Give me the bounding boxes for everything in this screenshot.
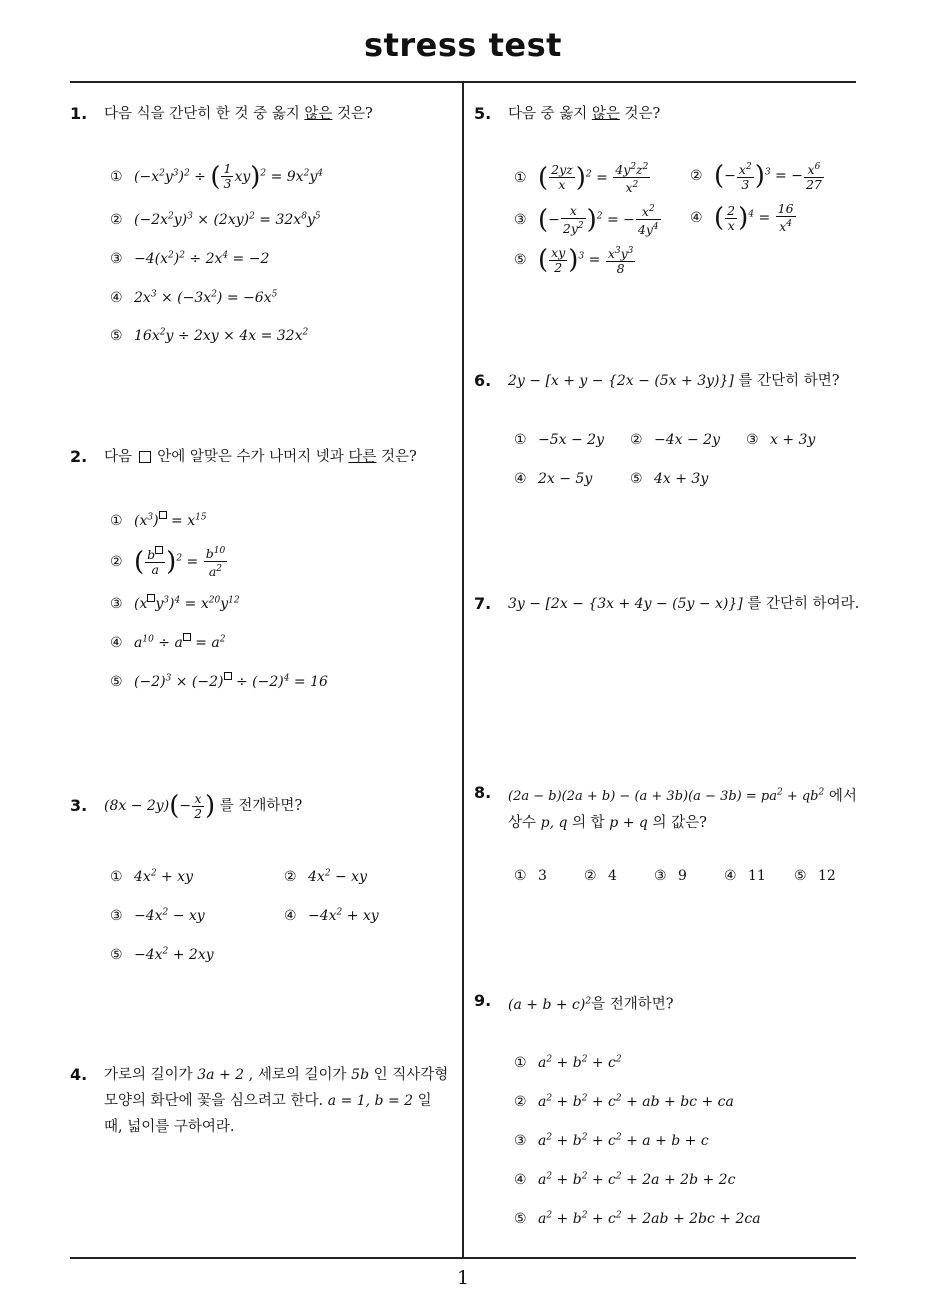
column-divider [462,82,464,1258]
question-1-stem: 1. 다음 식을 간단히 한 것 중 옳지 않은 것은? [70,101,450,127]
q2-option-2: ② ( $\frac{b}{a}$ )$^2$ = $\frac{b^{10}}{a^2}$ [110,546,226,580]
question-7 [474,591,884,617]
question-1 [70,101,450,127]
q1-option-3: ③ $-4(x^2)^2 \div 2x^4 = -2$ [110,250,270,267]
question-6-stem: 6. 2y − [x + y − {2x − (5x + 3y)}] 를 간단히 하면? [474,368,874,394]
q3-option-2: ② $4x^2$ − xy [284,868,367,885]
q8-option-1: ① 3 [514,868,547,884]
q3-option-3: ③ $-4x^2$ − xy [110,907,205,924]
question-number: 1. [70,104,88,123]
question-9-stem: 9. $(a + b + c)^2$을 전개하면? [474,988,874,1018]
question-8-stem: 8. $(2a - b)(2a + b) - (a + 3b)(a - 3b) = pa^2 + qb^2$ 에서 상수 p, q 의 합 p + q 의 값은? [474,780,874,836]
q2-option-3: ③ (x $y^3)^4 = x^{20}y^{12}$ [110,595,240,612]
blank-box-icon [139,451,151,463]
q5-option-3: ③ (− $\frac{x}{2y^2}$ )$^2$ = − $\frac{x^2}{4y^4}$ [514,202,659,238]
q9-option-1: ① $a^2 + b^2 + c^2$ [514,1054,622,1071]
q5-option-5: ⑤ ( $\frac{xy}{2}$ )$^3$ = $\frac{x^3y^3}{8}$ [514,244,634,277]
question-6 [474,368,874,394]
question-number: 3. [70,796,88,815]
question-7-stem: 7. 3y − [2x − {3x + 4y − (5y − x)}] 를 간단히 하여라. [474,591,884,617]
question-number: 7. [474,594,492,613]
q3-option-1: ① $4x^2$ + xy [110,868,193,885]
q5-option-1: ① ( $\frac{2yz}{x}$ )$^2$ = $\frac{4y^2z^2}{x^2}$ [514,162,649,196]
q9-option-2: ② $a^2 + b^2 + c^2$ + ab + bc + ca [514,1093,734,1110]
q6-option-1: ① −5x − 2y [514,432,604,448]
question-4-stem: 4. 가로의 길이가 3a + 2 , 세로의 길이가 5b 인 직사각형 모양의 화단에 꽃을 심으려고 한다. a = 1, b = 2 일 때, 넓이를 구하여라. [70,1062,460,1140]
question-number: 6. [474,371,492,390]
q5-option-4: ④ ( $\frac{2}{x}$ )$^4$ = $\frac{16}{x^4}$ [690,201,794,235]
q6-option-3: ③ x + 3y [746,432,816,448]
q3-option-5: ⑤ $-4x^2 + 2xy$ [110,946,214,963]
q8-option-4: ④ 11 [724,868,766,884]
q2-option-1: ① $(x^3) = x^{15}$ [110,512,207,529]
q9-option-4: ④ $a^2 + b^2 + c^2 + 2a + 2b + 2c$ [514,1171,736,1188]
q8-option-3: ③ 9 [654,868,687,884]
q2-option-5: ⑤ $(-2)^3 \times (-2) \div (-2)^4 = 16$ [110,673,328,690]
q5-option-2: ② (− $\frac{x^2}{3}$ )$^3$ = − $\frac{x^6}{27}$ [690,161,822,193]
question-4 [70,1062,460,1140]
q3-option-4: ④ $-4x^2$ + xy [284,907,379,924]
question-number: 4. [70,1065,88,1084]
question-5-stem: 5. 다음 중 옳지 않은 것은? [474,101,864,127]
question-8 [474,780,874,836]
q8-option-2: ② 4 [584,868,617,884]
q9-option-5: ⑤ $a^2 + b^2 + c^2 + 2ab + 2bc + 2ca$ [514,1210,761,1227]
question-3 [70,790,450,822]
q1-option-5: ⑤ $16x^2y \div 2xy \times 4x = 32x^2$ [110,327,309,344]
question-2 [70,444,450,470]
question-number: 8. [474,783,492,802]
question-3-stem: 3. (8x − 2y)(− $\frac{x}{2}$ ) 를 전개하면? [70,790,303,821]
q8-option-5: ⑤ 12 [794,868,836,884]
question-9 [474,988,874,1018]
question-number: 9. [474,991,492,1010]
question-2-stem: 2. 다음 안에 알맞은 수가 나머지 넷과 다른 것은? [70,444,450,470]
question-number: 5. [474,104,492,123]
q1-option-4: ④ $2x^3 \times (-3x^2) = -6x^5$ [110,289,278,306]
q6-option-2: ② −4x − 2y [630,432,720,448]
question-5 [474,101,864,127]
q9-option-3: ③ $a^2 + b^2 + c^2 + a + b + c$ [514,1132,709,1149]
q1-option-1: ① $(-x^2y^3)^2$ ÷ ( $\frac{1}{3}$ $xy)^2 = 9x^2y^4$ [110,161,323,192]
bottom-rule [70,1257,856,1259]
question-number: 2. [70,447,88,466]
page-title: stress test [364,26,562,64]
q1-option-2: ② $(-2x^2y)^3 \times (2xy)^2 = 32x^8y^5$ [110,211,321,228]
q6-option-5: ⑤ 4x + 3y [630,471,709,487]
q6-option-4: ④ 2x − 5y [514,471,593,487]
page-number: 1 [456,1267,470,1289]
q2-option-4: ④ $a^{10} \div a = a^2$ [110,634,226,651]
